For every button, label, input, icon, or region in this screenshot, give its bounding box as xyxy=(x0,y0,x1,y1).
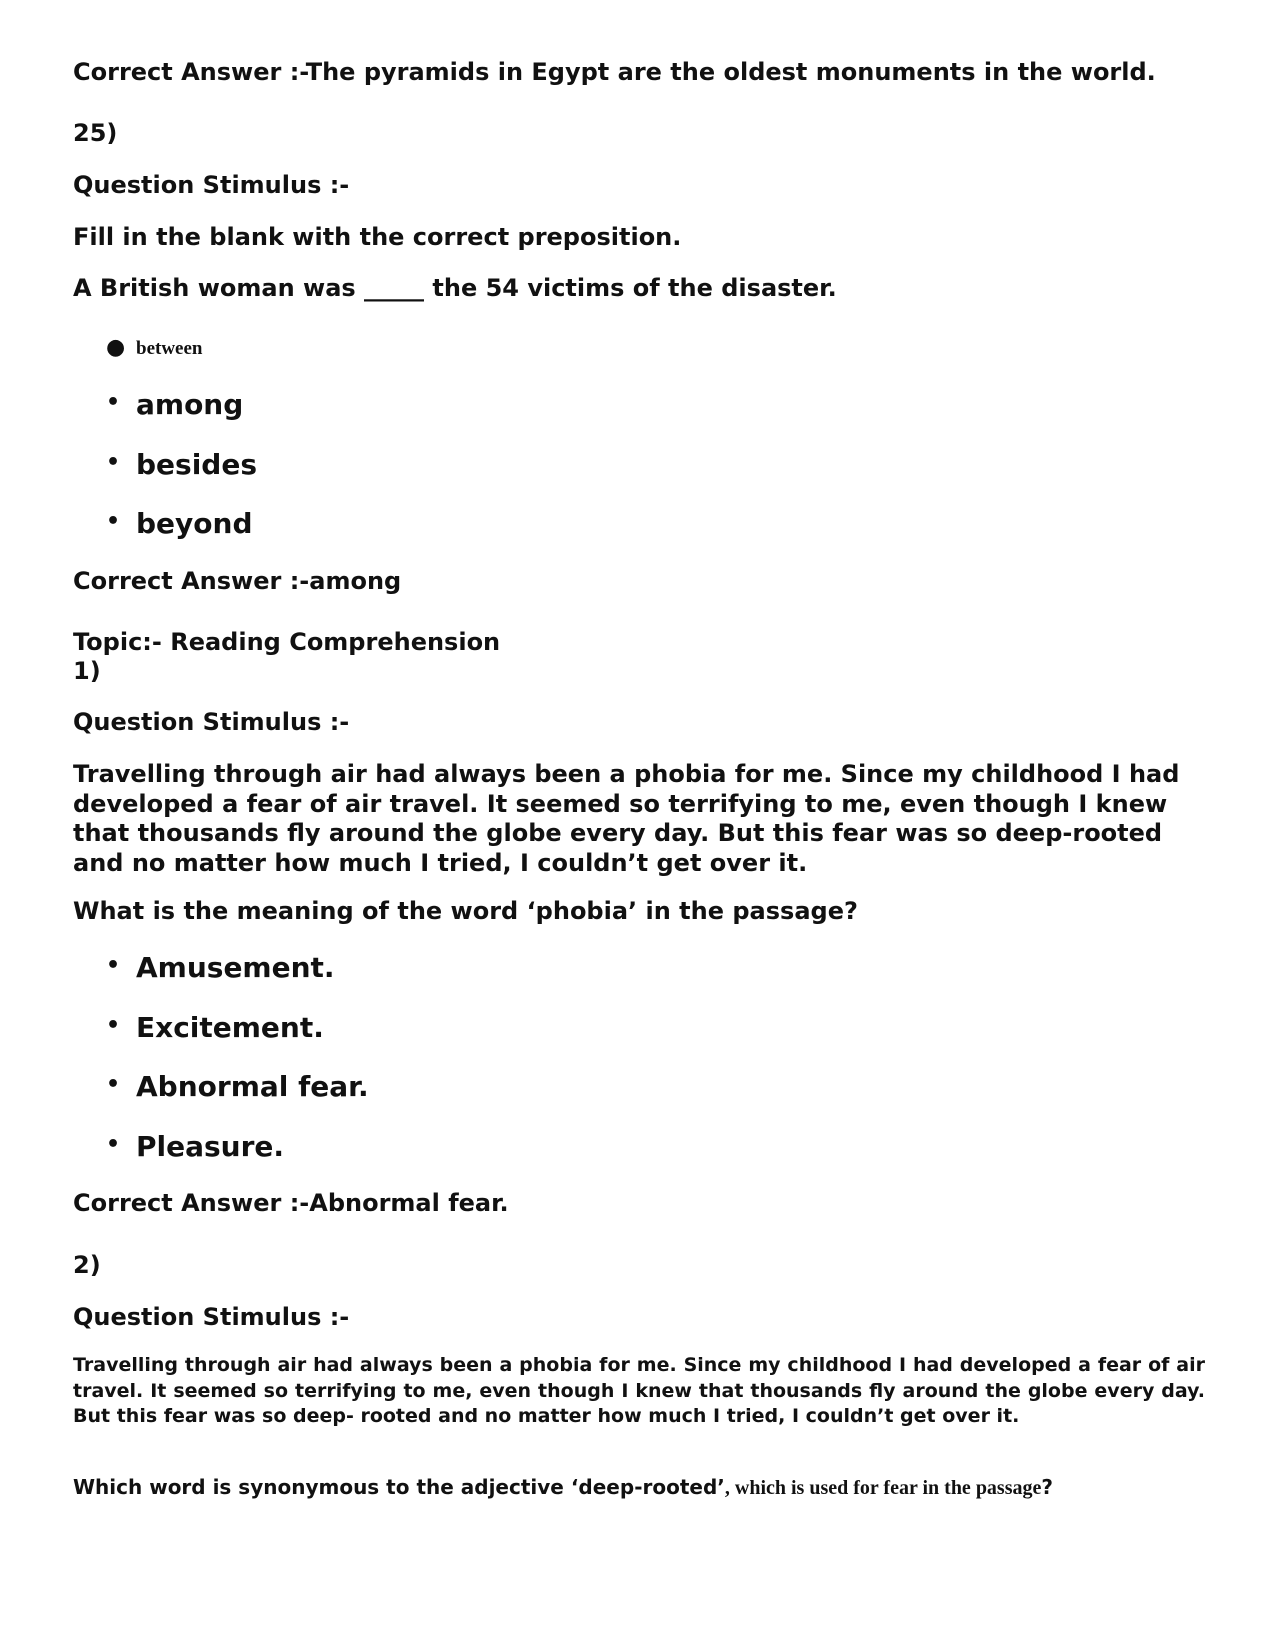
option-item xyxy=(106,1011,324,1046)
option-item xyxy=(106,507,253,542)
bullet-icon: • xyxy=(106,1013,121,1038)
option-item xyxy=(106,1130,284,1165)
bullet-icon: • xyxy=(106,390,121,415)
option-label: Abnormal fear. xyxy=(136,1070,369,1103)
option-label: among xyxy=(136,388,244,421)
reading-passage: Travelling through air had always been a phobia for me. Since my childhood I had developed a fear of air travel. It seemed so terrifying to me, even though I knew that thousands fly around the globe every day. But this fear was so deep- rooted and no matter how much I tried, I couldn’t get over it. xyxy=(73,1354,1205,1427)
option-item xyxy=(106,332,202,367)
question-number-1: 1) xyxy=(73,657,101,685)
option-label: between xyxy=(136,338,203,359)
bullet-icon: • xyxy=(106,450,121,475)
correct-answer: Correct Answer :-Abnormal fear. xyxy=(73,1189,509,1217)
option-item xyxy=(106,951,335,986)
question-stimulus-label: Question Stimulus :- xyxy=(73,171,350,199)
option-label: beyond xyxy=(136,507,253,540)
question-number-2: 2) xyxy=(73,1251,101,1279)
option-item xyxy=(106,388,243,423)
question-text-part: , which is used for fear in the passage xyxy=(724,1477,1042,1499)
question-stimulus-label: Question Stimulus :- xyxy=(73,1303,350,1331)
correct-answer: Correct Answer :-among xyxy=(73,567,402,595)
question-text xyxy=(73,1472,1053,1503)
bullet-icon: • xyxy=(106,509,121,534)
question-stimulus-label: Question Stimulus :- xyxy=(73,708,350,736)
bullet-icon: ● xyxy=(106,334,126,360)
option-label: Pleasure. xyxy=(136,1130,285,1163)
question-text: What is the meaning of the word ‘phobia’ in the passage? xyxy=(73,897,858,925)
previous-correct-answer: Correct Answer :-The pyramids in Egypt are the oldest monuments in the world. xyxy=(73,58,1156,86)
question-text-part: Which word is synonymous to the adjective ‘deep-rooted’ xyxy=(73,1475,725,1499)
option-label: Amusement. xyxy=(136,951,335,984)
option-label: besides xyxy=(136,448,257,481)
question-text-part: ? xyxy=(1041,1475,1053,1499)
question-number-25: 25) xyxy=(73,119,118,147)
option-item xyxy=(106,1070,369,1105)
question-instruction: Fill in the blank with the correct preposition. xyxy=(73,223,682,251)
reading-passage: Travelling through air had always been a phobia for me. Since my childhood I had developed a fear of air travel. It seemed so terrifying to me, even though I knew that thousands fly around the globe every day. But this fear was so deep-rooted and no matter how much I tried, I couldn’t get over it. xyxy=(73,760,1180,877)
bullet-icon: • xyxy=(106,953,121,978)
option-label: Excitement. xyxy=(136,1011,324,1044)
option-item xyxy=(106,448,257,483)
question-sentence: A British woman was _____ the 54 victims of the disaster. xyxy=(73,274,837,302)
topic-heading: Topic:- Reading Comprehension xyxy=(73,628,501,656)
bullet-icon: • xyxy=(106,1072,121,1097)
bullet-icon: • xyxy=(106,1132,121,1157)
